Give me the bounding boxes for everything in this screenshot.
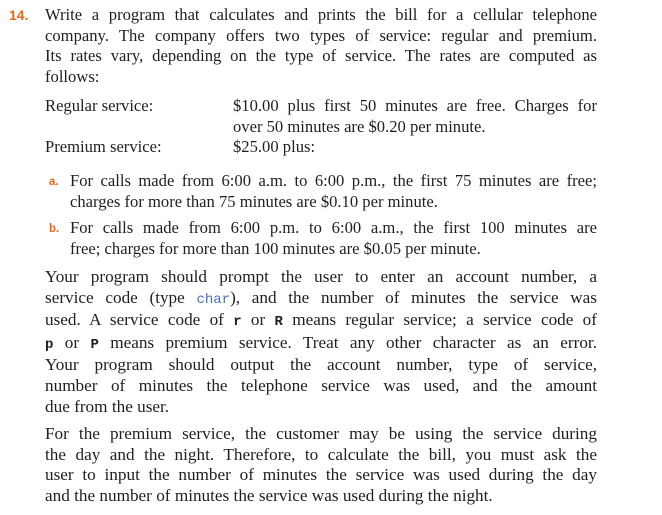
para-text: means regular service; a service code of — [282, 310, 597, 330]
item-a-text — [70, 171, 597, 212]
premium-service-label: Premium service: — [45, 137, 162, 156]
regular-desc-line: $10.00 plus first 50 minutes are free. Charges for — [233, 96, 597, 115]
exercise-number: 14. — [9, 7, 29, 23]
regular-service-label: Regular service: — [45, 96, 154, 115]
code-p-lower: p — [45, 336, 54, 353]
char-type-code: char — [196, 291, 231, 308]
code-r-lower: r — [233, 314, 242, 331]
item-b-text — [70, 218, 597, 259]
intro-line: company. The company offers two types of service: regular and premium. — [45, 25, 597, 45]
intro-paragraph — [45, 5, 597, 87]
para-line: due from the user. — [45, 396, 170, 416]
intro-line: follows: — [45, 66, 100, 86]
para-line: Your program should output the account number, type of service, — [45, 355, 597, 375]
para-text: or — [53, 332, 91, 352]
item-a-letter: a. — [49, 176, 59, 188]
para-line: Your program should prompt the user to enter an account number, a — [45, 267, 597, 286]
code-r-upper: R — [274, 314, 283, 331]
intro-line: Its rates vary, depending on the type of service. The rates are computed as — [45, 46, 597, 65]
regular-service-desc — [233, 96, 597, 137]
item-b-line: For calls made from 6:00 p.m. to 6:00 a.m., the first 100 minutes are — [70, 218, 597, 237]
para-text: ), and the number of minutes the service was — [230, 287, 597, 307]
note-line: the day and the night. Therefore, to calculate the bill, you must ask the — [45, 444, 597, 464]
premium-desc-line: $25.00 plus: — [233, 137, 316, 156]
regular-desc-line: over 50 minutes are $0.20 per minute. — [233, 116, 486, 136]
item-a-line: charges for more than 75 minutes are $0.10 per minute. — [70, 191, 438, 211]
para-line — [45, 333, 597, 356]
note-line: For the premium service, the customer may be using the service during — [45, 424, 597, 443]
item-b-line: free; charges for more than 100 minutes are $0.05 per minute. — [70, 238, 481, 258]
para-line — [45, 310, 597, 333]
premium-service-desc — [233, 137, 597, 158]
code-p-upper: P — [90, 336, 99, 353]
note-line: and the number of minutes the service was used during the night. — [45, 485, 493, 505]
para-text: service code (type — [45, 287, 197, 307]
item-a-line: For calls made from 6:00 a.m. to 6:00 p.m., the first 75 minutes are free; — [70, 171, 597, 190]
item-b-letter: b. — [49, 223, 60, 235]
para-line: number of minutes the telephone service was used, and the amount — [45, 375, 597, 395]
para-text: means premium service. Treat any other character as an error. — [98, 332, 597, 352]
note-line: user to input the number of minutes the service was used during the day — [45, 465, 597, 485]
premium-note-paragraph — [45, 424, 597, 506]
para-text: used. A service code of — [45, 310, 234, 330]
intro-line: Write a program that calculates and prints the bill for a cellular telephone — [45, 5, 597, 24]
instructions-paragraph — [45, 267, 597, 417]
para-text: or — [241, 310, 275, 330]
para-line — [45, 288, 597, 311]
